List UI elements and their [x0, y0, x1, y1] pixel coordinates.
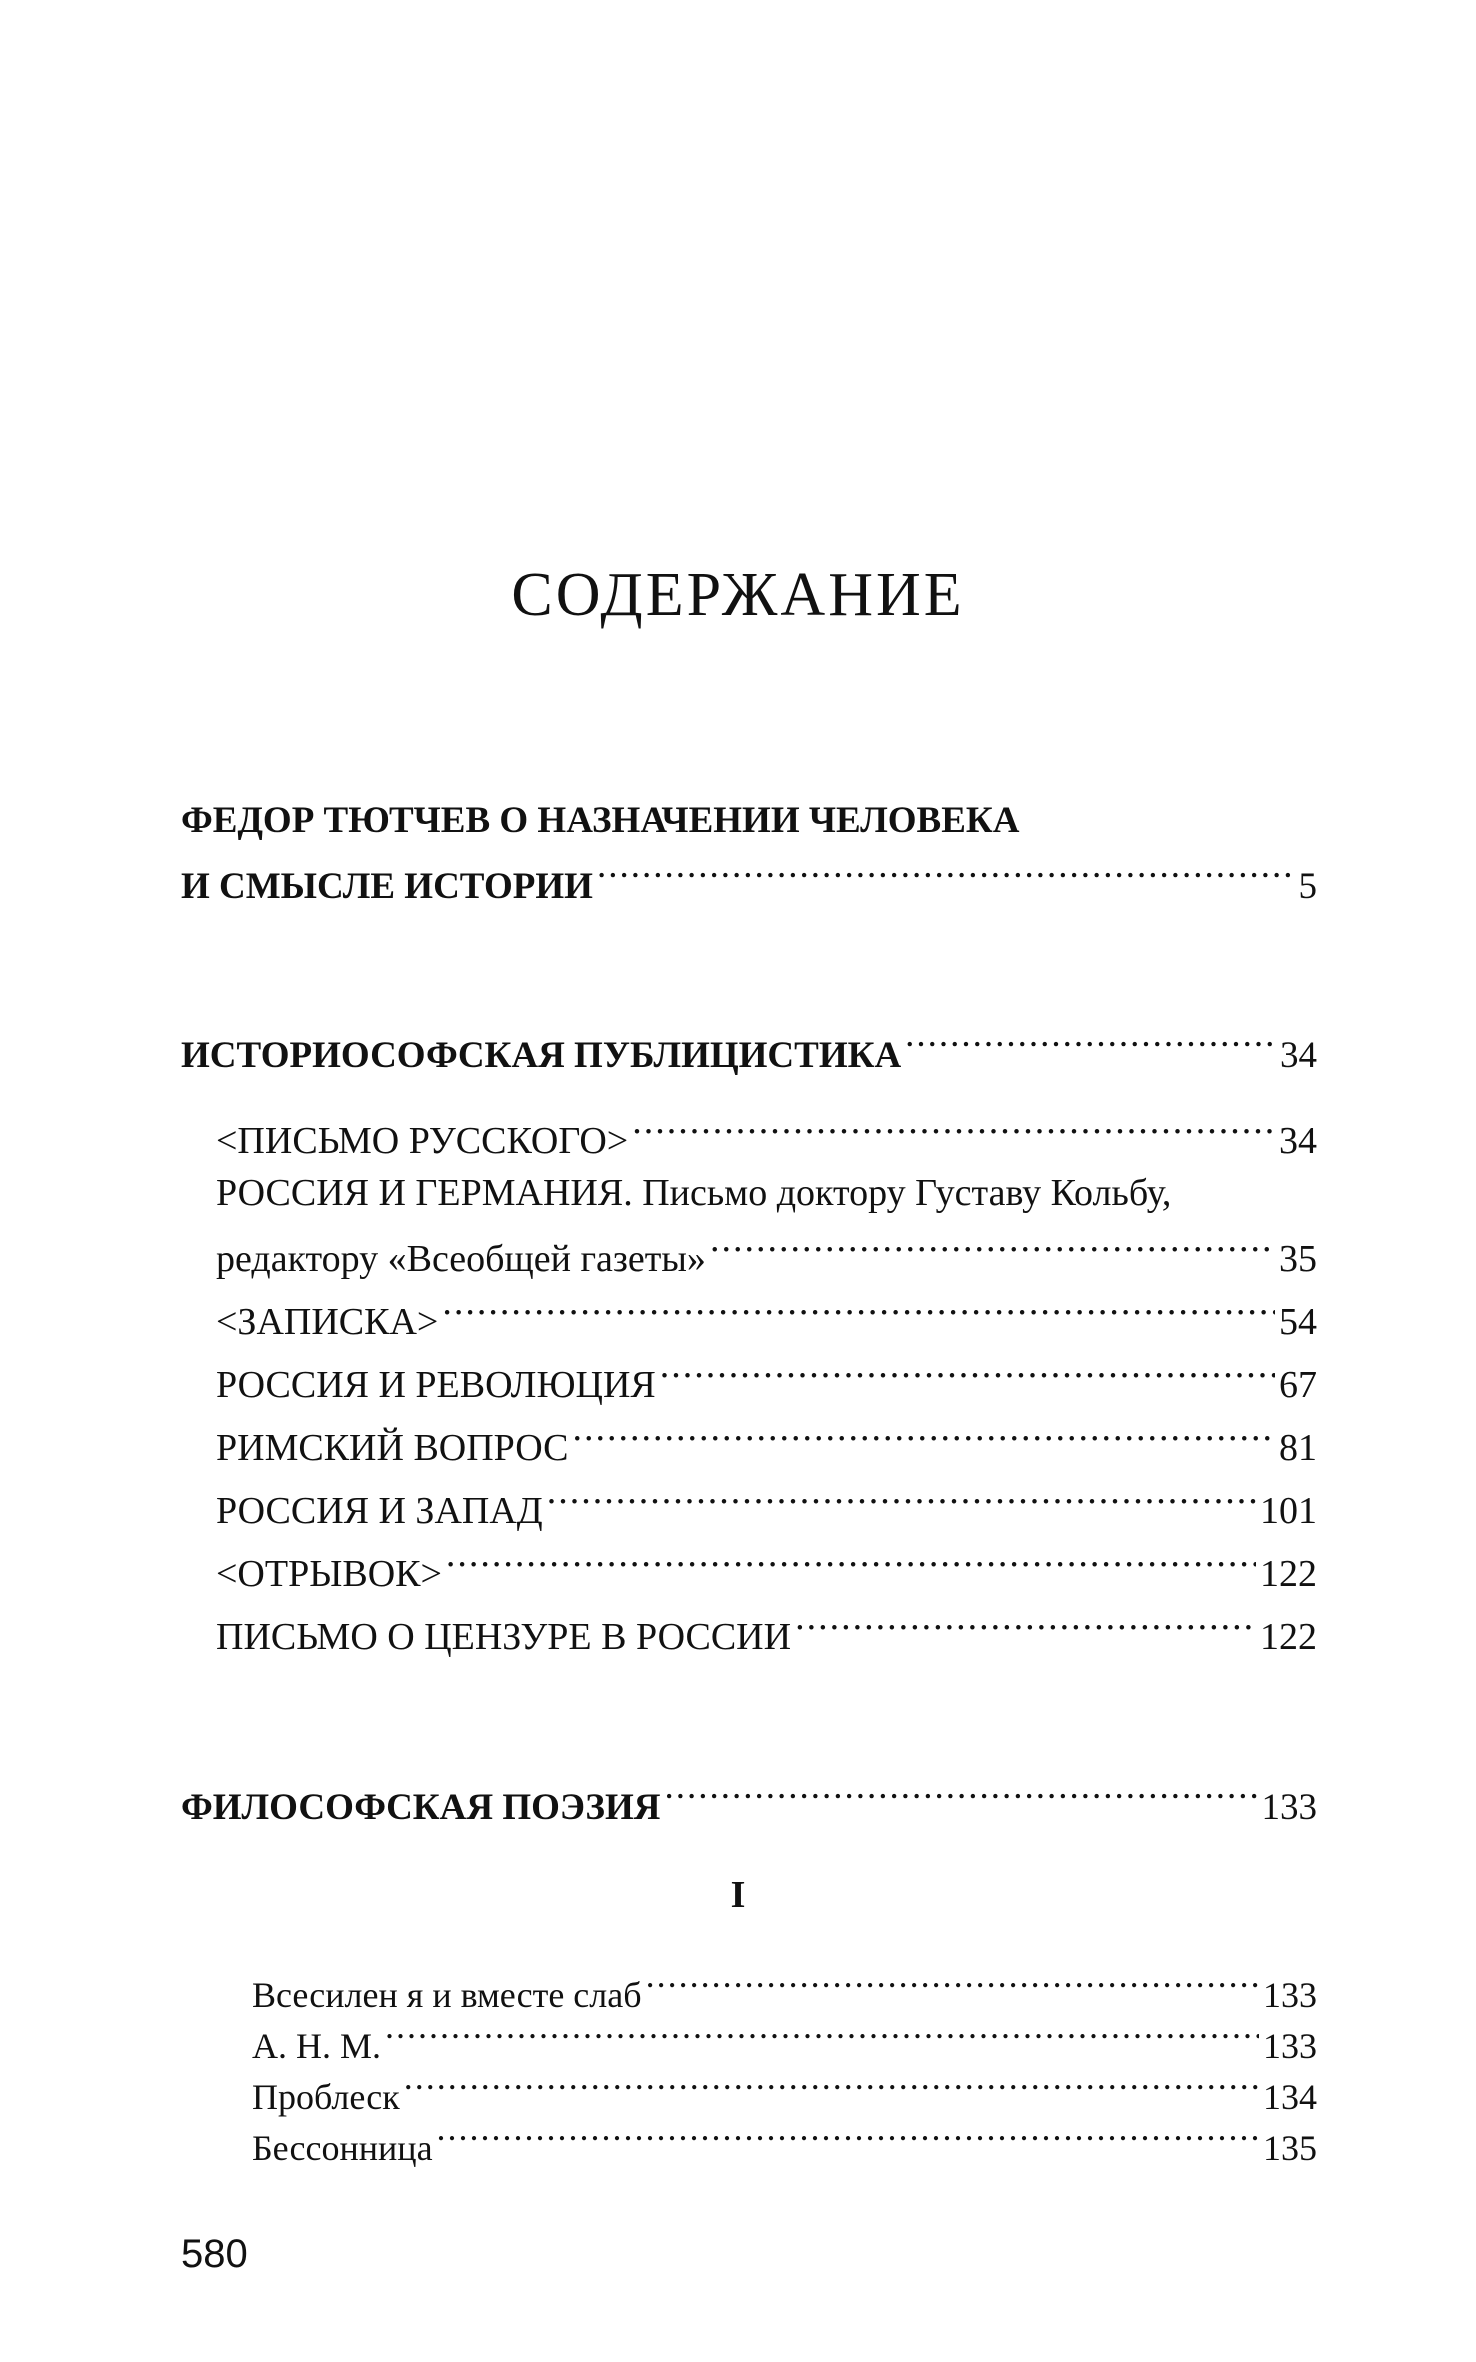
toc-part2-entry[interactable]	[181, 1021, 1317, 1079]
toc-page-number: 122	[1260, 1553, 1317, 1595]
toc-item-label: Проблеск	[252, 2077, 400, 2117]
toc-item-label: ПИСЬМО О ЦЕНЗУРЕ В РОССИИ	[216, 1616, 792, 1658]
toc-item[interactable]	[216, 1351, 1317, 1408]
toc-page-number: 122	[1260, 1616, 1317, 1658]
toc-section-label: ИСТОРИОСОФСКАЯ ПУБЛИЦИСТИКА	[181, 1035, 902, 1076]
dot-leader	[547, 1477, 1256, 1523]
toc-page-number: 67	[1279, 1364, 1317, 1406]
toc-item[interactable]	[216, 1414, 1317, 1471]
toc-item-label-line1: РОССИЯ И ГЕРМАНИЯ. Письмо доктору Густаву Кольбу,	[216, 1172, 1172, 1214]
toc-item[interactable]	[252, 1961, 1317, 2018]
toc-item[interactable]	[252, 2114, 1317, 2171]
toc-item-label: РИМСКИЙ ВОПРОС	[216, 1427, 569, 1469]
toc-page-number: 34	[1279, 1120, 1317, 1162]
toc-page-number: 134	[1263, 2077, 1317, 2117]
dot-leader	[404, 2063, 1259, 2109]
toc-section-label: ФИЛОСОФСКАЯ ПОЭЗИЯ	[181, 1787, 661, 1828]
dot-leader	[446, 1540, 1256, 1586]
toc-page-number: 135	[1263, 2128, 1317, 2168]
toc-item-label: РОССИЯ И РЕВОЛЮЦИЯ	[216, 1364, 656, 1406]
toc-item[interactable]	[252, 2012, 1317, 2069]
dot-leader	[710, 1225, 1275, 1271]
dot-leader	[573, 1414, 1275, 1460]
page-title: СОДЕРЖАНИЕ	[511, 561, 965, 629]
dot-leader	[597, 852, 1295, 898]
subsection-numeral: I	[730, 1874, 746, 1916]
toc-page-number: 81	[1279, 1427, 1317, 1469]
dot-leader	[437, 2114, 1259, 2160]
page-number: 580	[181, 2232, 248, 2276]
toc-part1-line2: И СМЫСЛЕ ИСТОРИИ	[181, 866, 593, 907]
toc-item-label: <ЗАПИСКА>	[216, 1301, 439, 1343]
toc-item[interactable]	[216, 1107, 1317, 1164]
toc-page-number: 54	[1279, 1301, 1317, 1343]
toc-item[interactable]	[216, 1540, 1317, 1597]
toc-part1-entry[interactable]	[181, 852, 1317, 910]
toc-item-label: РОССИЯ И ЗАПАД	[216, 1490, 543, 1532]
toc-page-number: 133	[1261, 1787, 1317, 1828]
toc-item-label: <ПИСЬМО РУССКОГО>	[216, 1120, 629, 1162]
toc-item-label: <ОТРЫВОК>	[216, 1553, 442, 1595]
dot-leader	[660, 1351, 1275, 1397]
toc-item-label: Бессонница	[252, 2128, 433, 2168]
toc-page-number: 133	[1263, 1975, 1317, 2015]
dot-leader	[905, 1021, 1276, 1067]
toc-page-number: 5	[1298, 866, 1317, 907]
toc-item-label: А. Н. М.	[252, 2026, 382, 2066]
toc-item-label-line2: редактору «Всеобщей газеты»	[216, 1238, 706, 1280]
toc-item[interactable]	[216, 1288, 1317, 1345]
dot-leader	[632, 1107, 1275, 1153]
toc-part1-line1: ФЕДОР ТЮТЧЕВ О НАЗНАЧЕНИИ ЧЕЛОВЕКА	[181, 800, 1020, 841]
dot-leader	[646, 1961, 1259, 2007]
toc-page-number: 35	[1279, 1238, 1317, 1280]
toc-page-number: 133	[1263, 2026, 1317, 2066]
toc-item[interactable]	[216, 1603, 1317, 1660]
toc-page-number: 34	[1280, 1035, 1317, 1076]
toc-item[interactable]	[216, 1225, 1317, 1282]
toc-page-number: 101	[1260, 1490, 1317, 1532]
toc-part3-entry[interactable]	[181, 1773, 1317, 1831]
dot-leader	[385, 2012, 1259, 2058]
toc-item[interactable]	[252, 2063, 1317, 2120]
toc-item-label: Всесилен я и вместе слаб	[252, 1975, 642, 2015]
toc-item[interactable]	[216, 1477, 1317, 1534]
dot-leader	[442, 1288, 1275, 1334]
dot-leader	[795, 1603, 1256, 1649]
dot-leader	[664, 1773, 1257, 1819]
